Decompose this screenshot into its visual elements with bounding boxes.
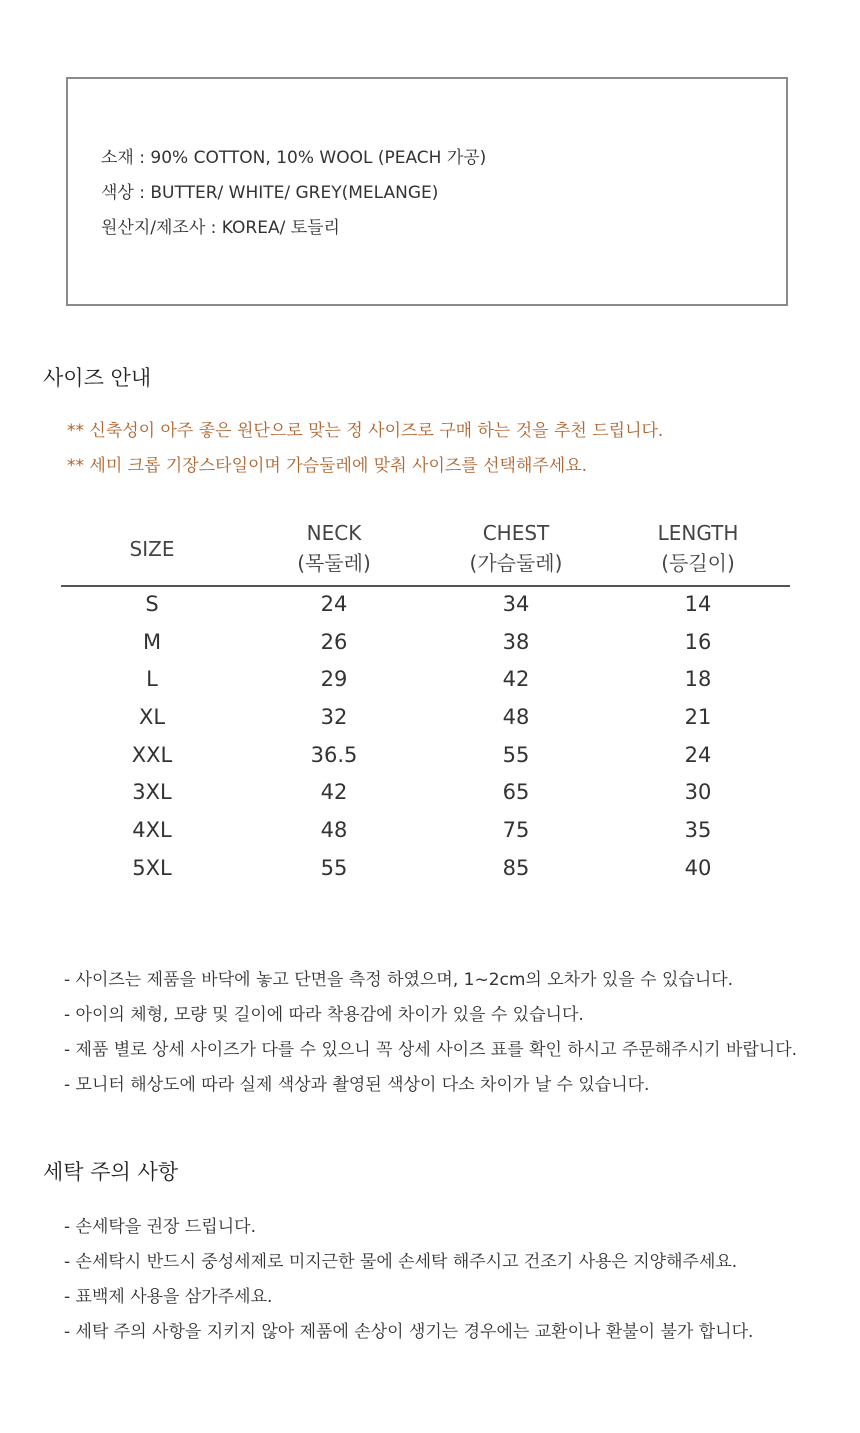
cell-length: 21 [684,705,712,729]
cell-length: 40 [684,856,712,880]
cell-size: 4XL [132,818,172,842]
fit-note: - 아이의 체형, 모량 및 길이에 따라 착용감에 차이가 있을 수 있습니다. [64,1005,584,1025]
material-text: 소재 : 90% COTTON, 10% WOOL (PEACH 가공) [101,148,487,168]
cell-size: S [145,592,159,616]
cell-length: 18 [684,667,712,691]
cell-neck: 42 [320,780,348,804]
header-length: LENGTH (등길이) [657,521,739,575]
cell-length: 30 [684,780,712,804]
color-text: 색상 : BUTTER/ WHITE/ GREY(MELANGE) [101,183,439,203]
cell-length: 14 [684,592,712,616]
cell-chest: 34 [502,592,530,616]
header-chest: CHEST (가슴둘레) [469,521,563,575]
origin-text: 원산지/제조사 : KOREA/ 토들리 [101,218,340,238]
header-divider [61,585,790,587]
cell-length: 16 [684,630,712,654]
size-measure-note: - 사이즈는 제품을 바닥에 놓고 단면을 측정 하였으며, 1~2cm의 오차가 있을 수 있습니다. [64,970,734,990]
table-row [61,664,790,702]
cell-chest: 85 [502,856,530,880]
size-note-1: ** 신축성이 아주 좋은 원단으로 맞는 정 사이즈로 구매 하는 것을 추천 드립니다. [67,421,664,441]
table-row [61,740,790,778]
cell-chest: 55 [502,743,530,767]
washing-item: - 세탁 주의 사항을 지키지 않아 제품에 손상이 생기는 경우에는 교환이나 환불이 불가 합니다. [64,1322,754,1342]
cell-chest: 42 [502,667,530,691]
cell-neck: 32 [320,705,348,729]
cell-chest: 48 [502,705,530,729]
detail-size-note: - 제품 별로 상세 사이즈가 다를 수 있으니 꼭 상세 사이즈 표를 확인 하시고 주문해주시기 바랍니다. [64,1040,798,1060]
washing-item: - 표백제 사용을 삼가주세요. [64,1287,273,1307]
product-info-box [66,77,788,306]
cell-size: 5XL [132,856,172,880]
cell-neck: 29 [320,667,348,691]
washing-item: - 손세탁시 반드시 중성세제로 미지근한 물에 손세탁 해주시고 건조기 사용은 지양해주세요. [64,1252,738,1272]
cell-chest: 38 [502,630,530,654]
cell-size: L [146,667,158,691]
header-neck: NECK (목둘레) [297,521,371,575]
cell-length: 24 [684,743,712,767]
washing-item: - 손세탁을 권장 드립니다. [64,1217,256,1237]
cell-size: XXL [131,743,173,767]
table-row [61,777,790,815]
cell-size: 3XL [132,780,172,804]
table-row [61,702,790,740]
size-guide-title: 사이즈 안내 [43,366,152,390]
cell-neck: 24 [320,592,348,616]
table-row [61,627,790,665]
header-size: SIZE [129,537,175,561]
cell-size: M [142,630,162,654]
cell-size: XL [138,705,166,729]
cell-neck: 26 [320,630,348,654]
cell-neck: 48 [320,818,348,842]
cell-neck: 55 [320,856,348,880]
cell-chest: 65 [502,780,530,804]
table-row [61,589,790,627]
cell-length: 35 [684,818,712,842]
size-note-2: ** 세미 크롭 기장스타일이며 가슴둘레에 맞춰 사이즈를 선택해주세요. [67,456,588,476]
table-row [61,853,790,891]
monitor-color-note: - 모니터 해상도에 따라 실제 색상과 촬영된 색상이 다소 차이가 날 수 있습니다. [64,1075,650,1095]
cell-neck: 36.5 [310,743,358,767]
washing-title: 세탁 주의 사항 [43,1160,179,1184]
cell-chest: 75 [502,818,530,842]
table-row [61,815,790,853]
